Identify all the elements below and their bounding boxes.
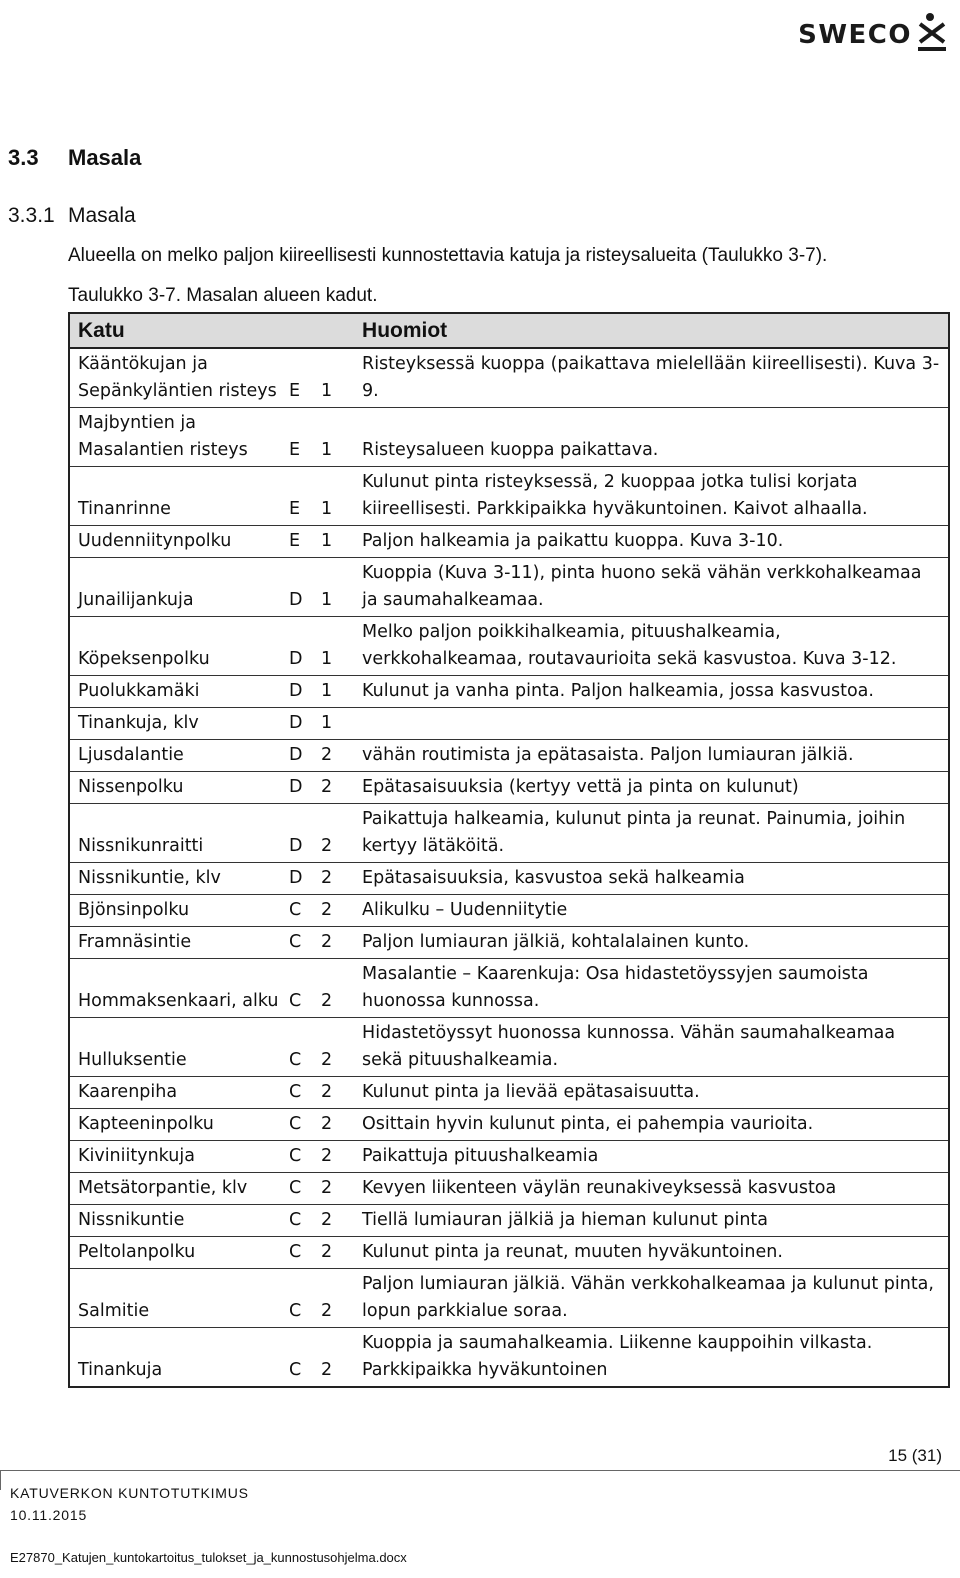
note-cell: Epätasaisuuksia, kasvustoa sekä halkeamia	[354, 863, 949, 895]
logo-text: SWECO	[798, 20, 912, 50]
note-cell: Kevyen liikenteen väylän reunakiveyksessä kasvustoa	[354, 1173, 949, 1205]
note-cell: Osittain hyvin kulunut pinta, ei pahempia vaurioita.	[354, 1109, 949, 1141]
class-cell: D	[281, 676, 319, 708]
table-header-row	[69, 313, 949, 348]
note-cell: Paljon halkeamia ja paikattu kuoppa. Kuva 3-10.	[354, 526, 949, 558]
table-row	[69, 740, 949, 772]
class-cell: C	[281, 1141, 319, 1173]
note-cell: Risteyksessä kuoppa (paikattava mielellään kiireellisesti). Kuva 3-9.	[354, 348, 949, 408]
priority-cell: 2	[319, 1077, 354, 1109]
table-row	[69, 408, 949, 467]
note-cell: Kulunut pinta ja lievää epätasaisuutta.	[354, 1077, 949, 1109]
priority-cell: 1	[319, 676, 354, 708]
table-row	[69, 1109, 949, 1141]
note-cell: Melko paljon poikkihalkeamia, pituushalkeamia, verkkohalkeamaa, routavaurioita sekä kasvustoa. Kuva 3-12.	[354, 617, 949, 676]
note-cell: vähän routimista ja epätasaista. Paljon lumiauran jälkiä.	[354, 740, 949, 772]
note-cell: Kuoppia (Kuva 3-11), pinta huono sekä vähän verkkohalkeamaa ja saumahalkeamaa.	[354, 558, 949, 617]
table-row	[69, 1328, 949, 1388]
priority-cell: 2	[319, 1109, 354, 1141]
table-row	[69, 708, 949, 740]
footer-title: KATUVERKON KUNTOTUTKIMUS	[10, 1485, 249, 1501]
street-cell: Tinanrinne	[69, 467, 281, 526]
subsection-title: Masala	[68, 204, 136, 227]
table-row	[69, 804, 949, 863]
priority-cell: 1	[319, 408, 354, 467]
footer-rule	[0, 1470, 960, 1471]
table-row	[69, 617, 949, 676]
note-cell: Paljon lumiauran jälkiä. Vähän verkkohalkeamaa ja kulunut pinta, lopun parkkialue soraa.	[354, 1269, 949, 1328]
class-cell: C	[281, 1205, 319, 1237]
class-cell: E	[281, 467, 319, 526]
table-row	[69, 927, 949, 959]
table-row	[69, 772, 949, 804]
class-cell: C	[281, 1109, 319, 1141]
priority-cell: 1	[319, 467, 354, 526]
note-cell: Kulunut pinta risteyksessä, 2 kuoppaa jotka tulisi korjata kiireellisesti. Parkkipaikka hyväkuntoinen. Kaivot alhaalla.	[354, 467, 949, 526]
streets-table	[68, 312, 950, 1388]
priority-cell: 2	[319, 1269, 354, 1328]
note-cell: Masalantie – Kaarenkuja: Osa hidastetöyssyjen saumoista huonossa kunnossa.	[354, 959, 949, 1018]
street-cell: Peltolanpolku	[69, 1237, 281, 1269]
sweco-logo	[798, 12, 950, 52]
class-cell: C	[281, 1269, 319, 1328]
street-cell: Nissnikuntie	[69, 1205, 281, 1237]
note-cell: Paljon lumiauran jälkiä, kohtalalainen kunto.	[354, 927, 949, 959]
intro-paragraph: Alueella on melko paljon kiireellisesti kunnostettavia katuja ja risteysalueita (Taulukko 3-7).	[68, 245, 828, 266]
sweco-figure-icon	[914, 12, 950, 52]
priority-cell: 2	[319, 740, 354, 772]
street-cell: Kapteeninpolku	[69, 1109, 281, 1141]
priority-cell: 1	[319, 348, 354, 408]
street-cell: Nissnikunraitti	[69, 804, 281, 863]
table-row	[69, 1237, 949, 1269]
table-row	[69, 348, 949, 408]
priority-cell: 2	[319, 959, 354, 1018]
class-cell: C	[281, 959, 319, 1018]
class-cell: E	[281, 348, 319, 408]
note-cell: Epätasaisuuksia (kertyy vettä ja pinta on kulunut)	[354, 772, 949, 804]
section-heading	[8, 145, 141, 171]
class-cell: D	[281, 772, 319, 804]
footer-filename: E27870_Katujen_kuntokartoitus_tulokset_ja_kunnostusohjelma.docx	[10, 1550, 407, 1565]
class-cell: D	[281, 804, 319, 863]
priority-cell: 2	[319, 772, 354, 804]
priority-cell: 1	[319, 617, 354, 676]
table-row	[69, 676, 949, 708]
note-cell: Hidastetöyssyt huonossa kunnossa. Vähän saumahalkeamaa sekä pituushalkeamia.	[354, 1018, 949, 1077]
priority-cell: 2	[319, 1173, 354, 1205]
class-cell: D	[281, 617, 319, 676]
street-cell: Uudenniitynpolku	[69, 526, 281, 558]
class-cell: C	[281, 1237, 319, 1269]
header-street: Katu	[69, 313, 354, 348]
priority-cell: 2	[319, 863, 354, 895]
table-row	[69, 1018, 949, 1077]
class-cell: C	[281, 927, 319, 959]
street-cell: Bjönsinpolku	[69, 895, 281, 927]
priority-cell: 2	[319, 1237, 354, 1269]
footer-rule-tick	[0, 1470, 1, 1490]
street-cell: Framnäsintie	[69, 927, 281, 959]
street-cell: Nissnikuntie, klv	[69, 863, 281, 895]
note-cell: Kuoppia ja saumahalkeamia. Liikenne kauppoihin vilkasta. Parkkipaikka hyväkuntoinen	[354, 1328, 949, 1388]
class-cell: C	[281, 895, 319, 927]
table-row	[69, 467, 949, 526]
street-cell: Kääntökujan ja Sepänkyläntien risteys	[69, 348, 281, 408]
priority-cell: 2	[319, 804, 354, 863]
street-cell: Kiviniitynkuja	[69, 1141, 281, 1173]
table-row	[69, 1269, 949, 1328]
table-row	[69, 1141, 949, 1173]
street-cell: Salmitie	[69, 1269, 281, 1328]
street-cell: Ljusdalantie	[69, 740, 281, 772]
section-number: 3.3	[8, 145, 39, 170]
street-cell: Puolukkamäki	[69, 676, 281, 708]
class-cell: D	[281, 740, 319, 772]
street-cell: Hulluksentie	[69, 1018, 281, 1077]
priority-cell: 2	[319, 1328, 354, 1388]
note-cell: Kulunut ja vanha pinta. Paljon halkeamia, jossa kasvustoa.	[354, 676, 949, 708]
street-cell: Majbyntien ja Masalantien risteys	[69, 408, 281, 467]
class-cell: D	[281, 708, 319, 740]
priority-cell: 2	[319, 1141, 354, 1173]
class-cell: D	[281, 558, 319, 617]
class-cell: C	[281, 1328, 319, 1388]
header-notes: Huomiot	[354, 313, 949, 348]
table-caption: Taulukko 3-7. Masalan alueen kadut.	[68, 285, 378, 306]
priority-cell: 2	[319, 895, 354, 927]
street-cell: Tinankuja	[69, 1328, 281, 1388]
class-cell: C	[281, 1018, 319, 1077]
street-cell: Kaarenpiha	[69, 1077, 281, 1109]
table-row	[69, 1205, 949, 1237]
table-row	[69, 1173, 949, 1205]
class-cell: E	[281, 408, 319, 467]
subsection-number: 3.3.1	[8, 204, 55, 227]
note-cell: Tiellä lumiauran jälkiä ja hieman kulunut pinta	[354, 1205, 949, 1237]
table-row	[69, 526, 949, 558]
note-cell: Kulunut pinta ja reunat, muuten hyväkuntoinen.	[354, 1237, 949, 1269]
priority-cell: 1	[319, 708, 354, 740]
footer-date: 10.11.2015	[10, 1507, 88, 1523]
street-cell: Tinankuja, klv	[69, 708, 281, 740]
priority-cell: 1	[319, 526, 354, 558]
page-number: 15 (31)	[888, 1446, 942, 1465]
street-cell: Köpeksenpolku	[69, 617, 281, 676]
subsection-heading	[8, 204, 136, 228]
table-row	[69, 558, 949, 617]
class-cell: E	[281, 526, 319, 558]
class-cell: C	[281, 1173, 319, 1205]
class-cell: D	[281, 863, 319, 895]
street-cell: Metsätorpantie, klv	[69, 1173, 281, 1205]
section-title: Masala	[68, 145, 142, 170]
street-cell: Hommaksenkaari, alku	[69, 959, 281, 1018]
note-cell: Risteysalueen kuoppa paikattava.	[354, 408, 949, 467]
table-row	[69, 959, 949, 1018]
street-cell: Nissenpolku	[69, 772, 281, 804]
priority-cell: 2	[319, 1205, 354, 1237]
class-cell: C	[281, 1077, 319, 1109]
note-cell	[354, 708, 949, 740]
note-cell: Alikulku – Uudenniitytie	[354, 895, 949, 927]
table-row	[69, 863, 949, 895]
priority-cell: 2	[319, 1018, 354, 1077]
table-row	[69, 895, 949, 927]
note-cell: Paikattuja halkeamia, kulunut pinta ja reunat. Painumia, joihin kertyy lätäköitä.	[354, 804, 949, 863]
priority-cell: 1	[319, 558, 354, 617]
table-row	[69, 1077, 949, 1109]
priority-cell: 2	[319, 927, 354, 959]
street-cell: Junailijankuja	[69, 558, 281, 617]
note-cell: Paikattuja pituushalkeamia	[354, 1141, 949, 1173]
